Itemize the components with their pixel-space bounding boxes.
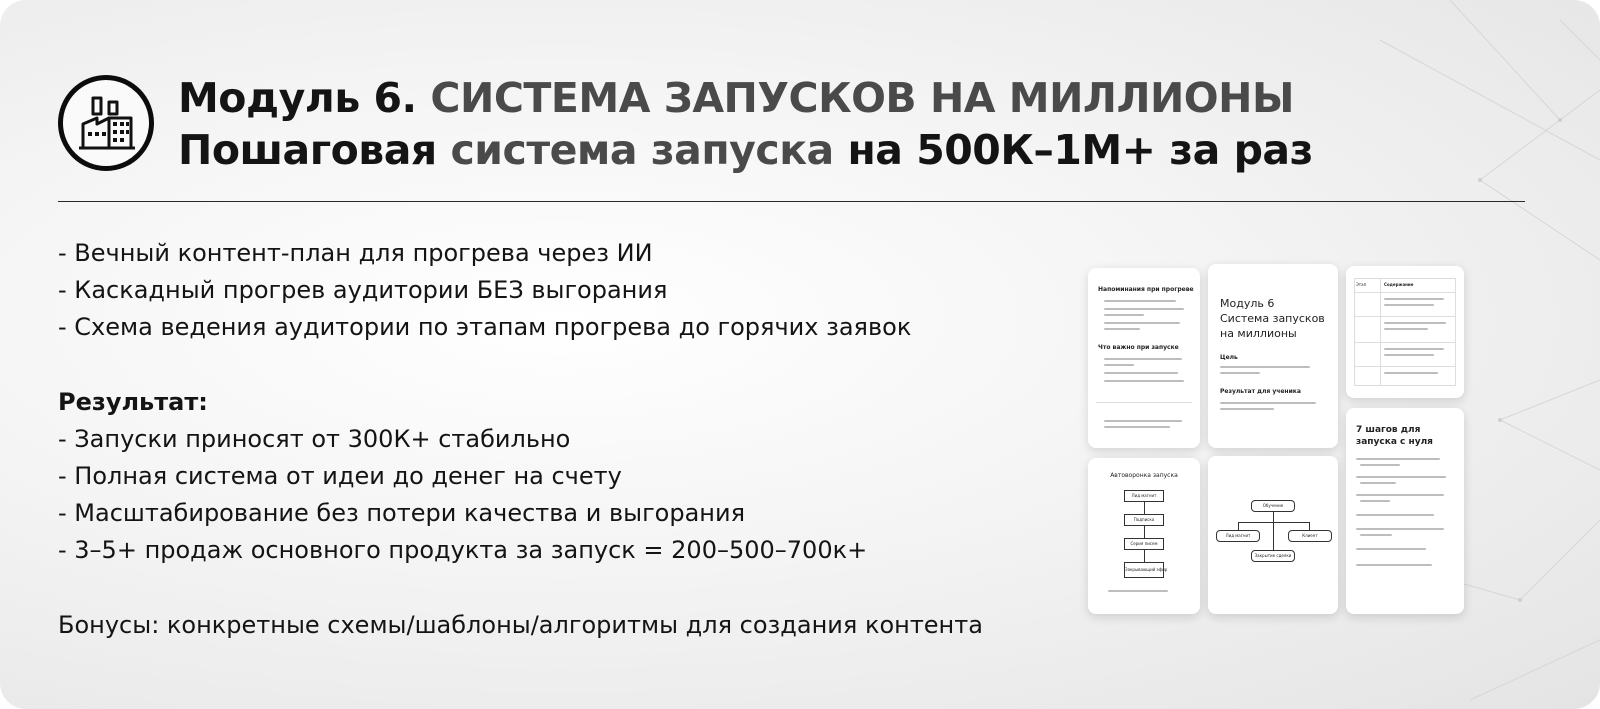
title-subtitle-part-a: Пошаговая <box>178 126 437 174</box>
result-item: - Масштабирование без потери качества и выгорания <box>58 499 746 527</box>
funnel-node: Подписка <box>1124 514 1164 526</box>
module-title <box>178 72 1313 176</box>
factory-icon <box>73 90 139 156</box>
cover-result-label: Результат для ученика <box>1220 388 1301 395</box>
table-header-content: Содержание <box>1384 282 1414 287</box>
table-header-stage: Этап <box>1356 282 1367 287</box>
funnel-title: Автоворонка запуска <box>1110 472 1178 479</box>
reminders-title: Напоминания при прогреве <box>1098 286 1194 293</box>
tree-node: Обучение <box>1251 500 1295 512</box>
tree-node: Лид магнит <box>1216 530 1260 542</box>
important-title: Что важно при запуске <box>1098 344 1179 351</box>
title-subtitle-part-b: система запуска <box>450 126 834 174</box>
feature-item: - Вечный контент-план для прогрева через ИИ <box>58 239 653 267</box>
title-subtitle-part-c: на 500К–1М+ за раз <box>847 126 1313 174</box>
bonus-text: Бонусы: конкретные схемы/шаблоны/алгоритмы для создания контента <box>58 611 983 639</box>
result-item: - 3–5+ продаж основного продукта за запуск = 200–500–700к+ <box>58 536 868 564</box>
header-divider <box>58 201 1525 202</box>
cover-title: Модуль 6 Система запусков на миллионы <box>1220 297 1325 340</box>
preview-funnel-page <box>1088 458 1200 614</box>
result-item: - Полная система от идеи до денег на счету <box>58 462 622 490</box>
title-line-2 <box>178 124 1313 176</box>
factory-logo <box>58 75 154 171</box>
feature-item: - Каскадный прогрев аудитории БЕЗ выгорания <box>58 276 668 304</box>
result-item: - Запуски приносят от 300К+ стабильно <box>58 425 571 453</box>
preview-steps-page <box>1346 408 1464 614</box>
title-module-name: СИСТЕМА ЗАПУСКОВ НА МИЛЛИОНЫ <box>430 74 1294 122</box>
steps-title: 7 шагов для запуска с нуля <box>1356 425 1433 447</box>
feature-item: - Схема ведения аудитории по этапам прогрева до горячих заявок <box>58 313 912 341</box>
funnel-node: Закрывающий эфир <box>1124 562 1164 578</box>
preview-reminders-page <box>1088 268 1200 448</box>
preview-cover-page <box>1208 264 1338 448</box>
preview-table-page <box>1346 266 1464 398</box>
module-preview-pages <box>1084 262 1474 640</box>
tree-node: Закрытие сделки <box>1251 550 1295 562</box>
result-heading: Результат: <box>58 388 208 416</box>
title-module-number: Модуль 6. <box>178 74 417 122</box>
tree-node: Клиент <box>1288 530 1332 542</box>
funnel-node: Серия писем <box>1124 538 1164 550</box>
cover-goal-label: Цель <box>1220 354 1238 361</box>
title-line-1 <box>178 72 1313 124</box>
funnel-node: Лид магнит <box>1124 490 1164 502</box>
preview-tree-page <box>1208 456 1338 614</box>
